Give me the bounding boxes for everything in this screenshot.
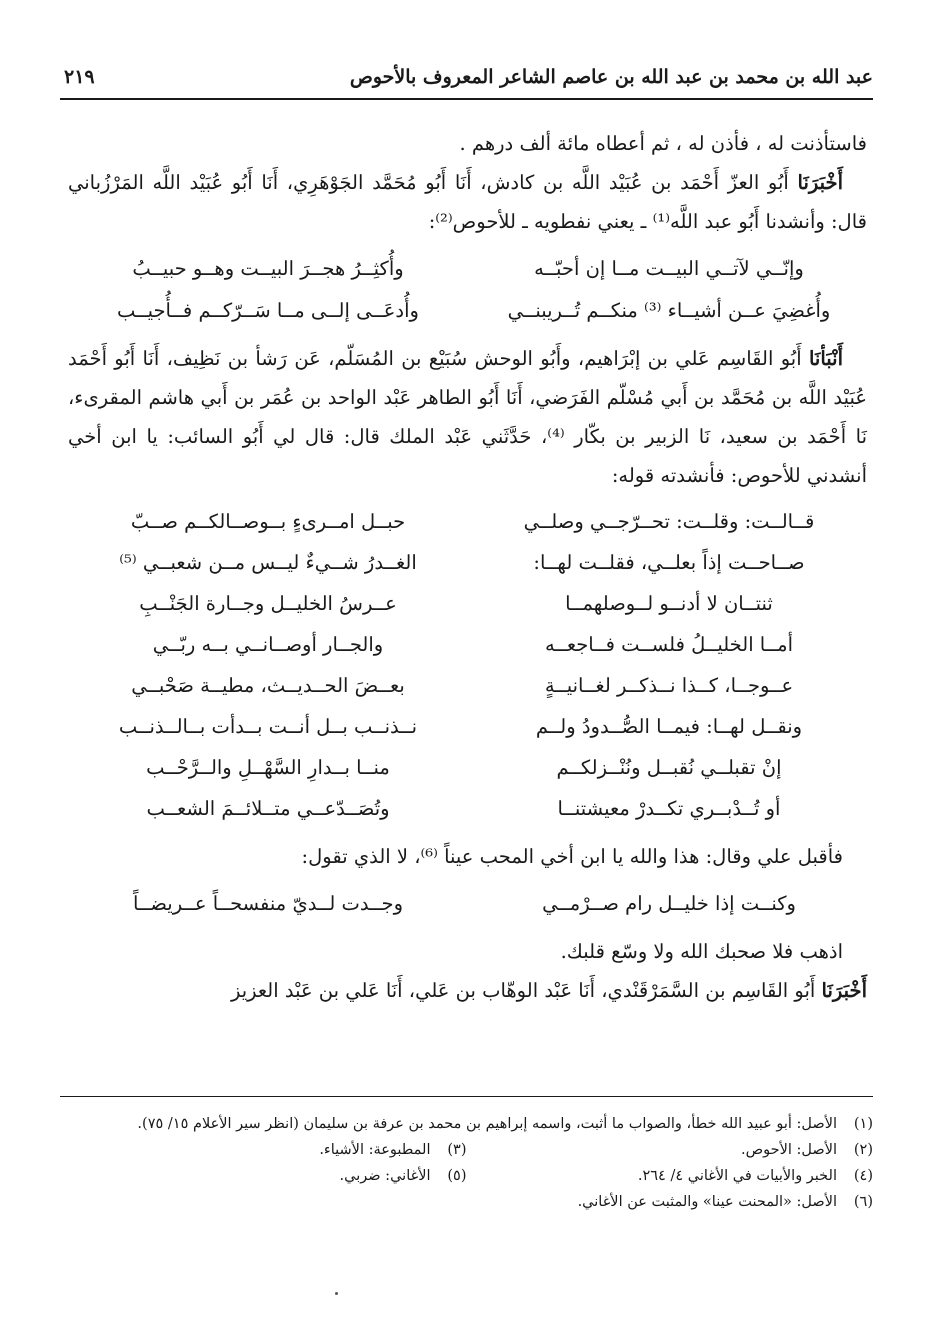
verses-c	[68, 882, 867, 924]
footnote-1	[60, 1111, 873, 1137]
verse-second-hemistich: منــا بــدارِ السَّهْــلِ والــرَّحْــب	[146, 756, 390, 779]
footnote-4	[467, 1163, 874, 1189]
verse-second-hemistich: والجــار أوصــانــي بــه ربّــي	[152, 633, 384, 656]
verse-first-hemistich: ثنتــان لا أدنــو لــوصلهمــا	[565, 592, 773, 615]
paragraph-5: اذهب فلا صحبك الله ولا وسّع قلبك.	[560, 940, 843, 963]
verse-second-hemistich: وأُكثِــرُ هجــرَ البيــت وهــو حبيــبُ	[132, 256, 404, 280]
footnote-row	[60, 1137, 873, 1163]
paragraph-6-text: أَبُو القَاسِم بن السَّمَرْقَنْدي، أَنَا عَبْد الوهّاب بن عَلي، أَنَا عَلي بن عَبْد العزيز	[230, 979, 822, 1002]
verse-first-hemistich: أمــا الخليــلُ فلســت فــاجعــه	[544, 633, 794, 656]
verse-line	[68, 501, 867, 542]
footnote-text: الأصل: الأحوص.	[741, 1142, 837, 1158]
footnote-number: (٥)	[447, 1168, 467, 1184]
verse-second-hemistich: بعــضَ الحــديــث، مطيــة صَحْبــي	[131, 674, 405, 697]
verse-line	[68, 665, 867, 706]
verse-first-hemistich: وإنّــي لآتــي البيــت مــا إن أحبّــه	[534, 256, 804, 280]
paragraph-2-lead: أَخْبَرَنَا	[797, 171, 843, 194]
verse-line	[68, 747, 867, 788]
paragraph-6-lead: أَخْبَرَنَا	[821, 979, 867, 1002]
footnote-3	[60, 1137, 467, 1163]
footnote-number: (٣)	[447, 1142, 467, 1158]
footnote-number: (٦)	[853, 1194, 873, 1210]
footnotes	[60, 1096, 873, 1215]
footnote-text: الأصل: أبو عبيد الله خطأ، والصواب ما أثبت، واسمه إبراهيم بن محمد بن عرفة بن سليمان (انظر سير الأعلام ١٥/ ٧٥).	[137, 1116, 837, 1132]
verse-first-hemistich: صــاحــت إذاً بعلــي، فقلــت لهــا:	[533, 551, 805, 574]
footnote-number: (١)	[853, 1116, 873, 1132]
verse-first-hemistich: ونقــل لهــا: فيمــا الصُّــدودُ ولــم	[535, 715, 803, 738]
verse-second-hemistich: وجــدت لــديّ منفسحــاً عــريضــاً	[132, 891, 404, 915]
verses-a	[68, 247, 867, 331]
paragraph-1: فاستأذنت له ، فأذن له ، ثم أعطاه مائة ألف درهم .	[459, 132, 867, 155]
footnote-text: الأغاني: ضربي.	[339, 1168, 431, 1184]
verse-second-hemistich: وتُصَــدّعــي متــلائــمَ الشعــب	[146, 797, 390, 820]
verse-first-hemistich: وكنــت إذا خليــل رام صــرْمــي	[542, 891, 796, 915]
main-text	[68, 124, 867, 1010]
paragraph-2	[68, 163, 867, 241]
verse-line	[68, 289, 867, 331]
footnote-number: (٤)	[853, 1168, 873, 1184]
verse-second-hemistich: الغــدرُ شــيءٌ ليــس مــن شعبــي ⁽⁵⁾	[119, 551, 417, 574]
verse-line	[68, 788, 867, 829]
paragraph-3-text: أَبُو القَاسِم عَلي بن إبْرَاهيم، وأَبُو الوحش سُبَيْع بن المُسَلّم، عَن رَشأ بن نَظِيف، أَنَا أَبُو أَحْمَد عُبَيْد اللَّه بن مُحَمَّد بن أَبي مُسْلّم الفَرَضي، أَنَا أَبُو الطاهر عَبْد الواحد بن عُمَر بن أَبي هاشم المقرىء، نَا أَحْمَد بن سعيد، نَا الزبير بن بكّار ⁽⁴⁾، حَدَّثَني عَبْد الملك قال: قال لي أَبُو السائب: يا ابن أخي أنشدني للأحوص: فأنشدته قوله:	[68, 347, 867, 487]
paragraph-2-text: أَبُو العزّ أَحْمَد بن عُبَيْد اللَّه بن كادش، أَنَا أَبُو مُحَمَّد الجَوْهَرِي، أَنَا أَبُو عُبَيْد اللَّه المَرْزُباني قال: وأنشدنا أَبُو عبد اللَّه⁽¹⁾ ـ يعني نفطويه ـ للأحوص⁽²⁾:	[68, 171, 867, 233]
footnote-text: الخبر والأبيات في الأغاني ٤/ ٢٦٤.	[637, 1168, 837, 1184]
verse-line	[68, 882, 867, 924]
verse-second-hemistich: حبــل امــرىءٍ بــوصــالكــم صــبّ	[130, 510, 406, 533]
verse-line	[68, 706, 867, 747]
page-number: ٢١٩	[64, 66, 95, 88]
paragraph-3	[68, 339, 867, 495]
verse-first-hemistich: عــوجــا، كــذا نــذكــر لغــانيــةٍ	[544, 674, 794, 697]
footnote-row	[60, 1163, 873, 1189]
verse-line	[68, 624, 867, 665]
verse-second-hemistich: نــذنــب بــل أنــت بــدأت بــالــذنــب	[118, 715, 418, 738]
running-header	[60, 58, 873, 100]
paragraph-6	[68, 971, 867, 1010]
header-title: عبد الله بن محمد بن عبد الله بن عاصم الشاعر المعروف بالأحوص	[349, 66, 873, 88]
footnote-2	[467, 1137, 874, 1163]
print-speck	[335, 1292, 338, 1295]
footnote-text: الأصل: «المحنت عينا» والمثبت عن الأغاني.	[577, 1194, 837, 1210]
verse-line	[68, 583, 867, 624]
verse-line	[68, 247, 867, 289]
verse-first-hemistich: قــالــت: وقلــت: تحــرّجــي وصلــي	[523, 510, 815, 533]
footnote-6	[60, 1189, 873, 1215]
paragraph-4: فأقبل علي وقال: هذا والله يا ابن أخي المحب عيناً ⁽⁶⁾، لا الذي تقول:	[301, 845, 843, 868]
paragraph-3-lead: أَنْبَأنَا	[808, 347, 843, 370]
verses-b	[68, 501, 867, 829]
verse-first-hemistich: أو تُــدْبــري تكــدرْ معيشتنــا	[557, 797, 781, 820]
footnote-5	[60, 1163, 467, 1189]
verse-second-hemistich: وأُدعَــى إلــى مــا سَــرّكــم فــأُجيــب	[117, 298, 419, 322]
footnote-text: المطبوعة: الأشياء.	[319, 1142, 431, 1158]
footnote-number: (٢)	[853, 1142, 873, 1158]
verse-first-hemistich: إنْ تقبلــي نُقبــل ونُنْــزلكــم	[556, 756, 782, 779]
verse-second-hemistich: عــرسُ الخليــل وجــارة الجَنْــبِ	[139, 592, 397, 615]
verse-line	[68, 542, 867, 583]
verse-first-hemistich: وأُغضِيَ عــن أشيــاء ⁽³⁾ منكــم تُــريبنــي	[507, 298, 831, 322]
